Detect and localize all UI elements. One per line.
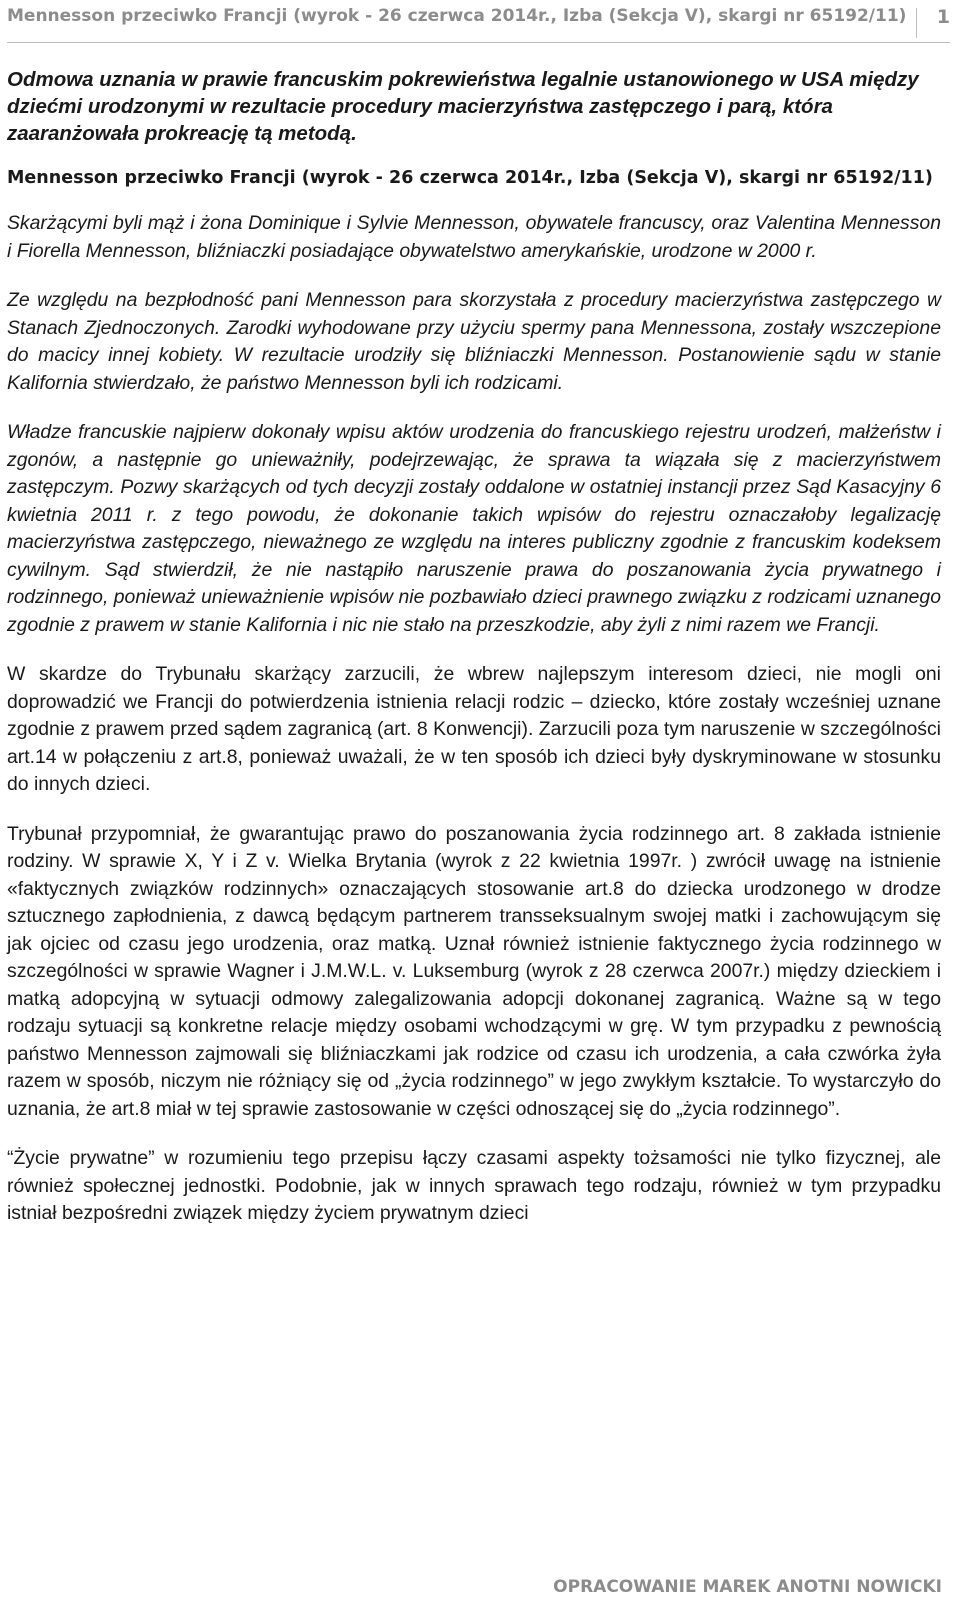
paragraph-court-family-life: Trybunał przypomniał, że gwarantując prawo do poszanowania życia rodzinnego art. 8 zakłada istnienie rodziny. W sprawie X, Y i Z v. Wielka Brytania (wyrok z 22 kwietnia 1997r. ) zwrócił uwagę na istnienie «faktycznych związków rodzinnych» oznaczających stosowanie art.8 do dziecka urodzonego w drodze sztucznego zapłodnienia, z dawcą będącym partnerem transseksualnym swojej matki i zachowującym się jak ojciec od czasu jego urodzenia, oraz matką. Uznał również istnienie faktycznego życia rodzinnego w szczególności w sprawie Wagner i J.M.W.L. v. Luksemburg (wyrok z 28 czerwca 2007r.) między dzieckiem i matką adopcyjną w sytuacji odmowy zalegalizowania adopcji dokonanej zagranicą. Ważne są w tego rodzaju sytuacji są konkretne relacje między osobami wchodzącymi w grę. W tym przypadku z pewnością państwo Mennesson zajmowali się bliźniaczkami jak rodzice od czasu ich urodzenia, a cała czwórka żyła razem w sposób, niczym nie różniący się od „życia rodzinnego” w jego zwykłym kształcie. To wystarczyło do uznania, że art.8 miał w tej sprawie zastosowanie w części odnoszącej się do „życia rodzinnego”.: [7, 822, 941, 1120]
paragraph-private-life: “Życie prywatne” w rozumieniu tego przepisu łączy czasami aspekty tożsamości nie tylko fizycznej, ale również społecznej jednostki. Podobnie, jak w innych sprawach tego rodzaju, również w tym przypadku istniał bezpośredni związek między życiem prywatnym dzieci: [7, 1147, 941, 1224]
case-title: Mennesson przeciwko Francji (wyrok - 26 czerwca 2014r., Izba (Sekcja V), skargi nr 65192/11): [7, 168, 933, 188]
paragraph-applicants: Skarżącymi byli mąż i żona Dominique i Sylvie Mennesson, obywatele francuscy, oraz Valentina Mennesson i Fiorella Mennesson, bliźniaczki posiadające obywatelstwo amerykańskie, urodzone w 2000 r.: [7, 212, 941, 262]
document-body: [7, 66, 941, 1250]
page-header: [7, 2, 950, 43]
document-title: Odmowa uznania w prawie francuskim pokrewieństwa legalnie ustanowionego w USA między dziećmi urodzonymi w rezultacie procedury macierzyństwa zastępczego i parą, która zaaranżowała prokreację tą metodą.: [7, 68, 919, 145]
paragraph-surrogacy: Ze względu na bezpłodność pani Mennesson para skorzystała z procedury macierzyństwa zastępczego w Stanach Zjednoczonych. Zarodki wyhodowane przy użyciu spermy pana Mennessona, zostały wszczepione do macicy innej kobiety. W rezultacie urodziły się bliźniaczki Mennesson. Postanowienie sądu w stanie Kalifornia stwierdzało, że państwo Mennesson byli ich rodzicami.: [7, 289, 941, 394]
paragraph-french-authorities: Władze francuskie najpierw dokonały wpisu aktów urodzenia do francuskiego rejestru urodzeń, małżeństw i zgonów, a następnie go unieważniły, podejrzewając, że sprawa ta wiązała się z macierzyństwem zastępczym. Pozwy skarżących od tych decyzji zostały oddalone w ostatniej instancji przez Sąd Kasacyjny 6 kwietnia 2011 r. z tego powodu, że dokonanie takich wpisów do rejestru oznaczałoby legalizację macierzyństwa zastępczego, nieważnego ze względu na interes publiczny zgodnie z francuskim kodeksem cywilnym. Sąd stwierdził, że nie nastąpiło naruszenie prawa do poszanowania życia prywatnego i rodzinnego, ponieważ unieważnienie wpisów nie pozbawiało dzieci prawnego związku z rodzicami uznanego zgodnie z prawem w stanie Kalifornia i nic nie stało na przeszkodzie, aby żyli z nimi razem we Francji.: [7, 421, 941, 636]
running-title: Mennesson przeciwko Francji (wyrok - 26 czerwca 2014r., Izba (Sekcja V), skargi nr 65192/11): [7, 6, 907, 26]
header-divider: [916, 8, 917, 38]
page-number: 1: [936, 6, 950, 28]
paragraph-complaint: W skardze do Trybunału skarżący zarzucili, że wbrew najlepszym interesom dzieci, nie mogli oni doprowadzić we Francji do potwierdzenia istnienia relacji rodzic – dziecko, które zostały wcześniej uznane zgodnie z prawem przed sądem zagranicą (art. 8 Konwencji). Zarzucili poza tym naruszenie w szczególności art.14 w połączeniu z art.8, ponieważ uważali, że w ten sposób ich dzieci były dyskryminowane w stosunku do innych dzieci.: [7, 663, 941, 795]
page-footer: OPRACOWANIE MAREK ANOTNI NOWICKI: [553, 1577, 942, 1597]
